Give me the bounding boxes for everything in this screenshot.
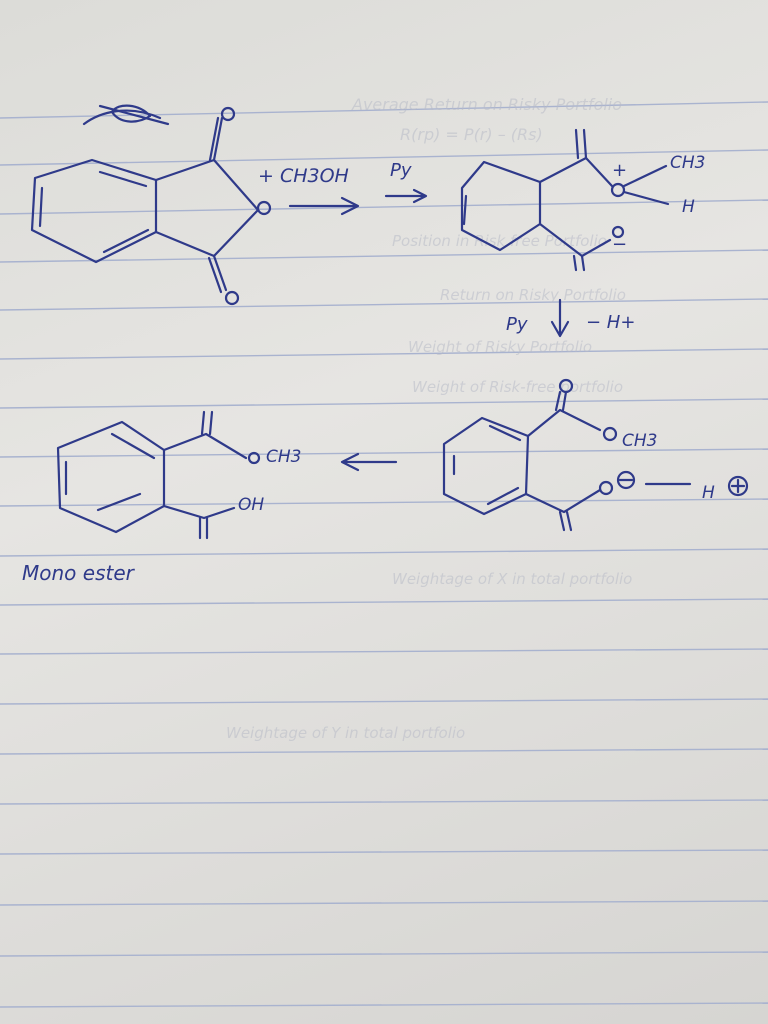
methyl-bottom: CH3 [266,447,302,467]
phthalic-anhydride [32,108,270,304]
oxonium-plus: + [612,160,628,181]
reaction-arrow-3 [552,300,568,336]
bleed-through-text [226,95,632,742]
methyl-mid: CH3 [622,431,658,451]
bleed-line-4: Return on Risky Portfolio [440,286,626,304]
hydrogen-mid: H [702,483,715,503]
bleed-line-2: R(rp) = P(r) – (Rs) [400,125,543,144]
pyridine-label-top: Py [390,160,412,181]
bleed-line-5: Weight of Risky Portfolio [408,338,593,356]
bleed-line-6: Weight of Risk-free portfolio [412,378,624,396]
ruled-lines [0,102,768,1007]
bleed-line-3: Position in Risk free Portfolio [392,232,607,250]
oxide-minus: − [612,234,628,255]
reaction-arrow-2 [386,190,426,202]
reaction-arrow-4 [342,454,396,470]
hydroxyl-group: OH [238,495,265,515]
mono-ester-product [58,412,259,538]
methanol-reagent: + CH3OH [258,165,349,187]
reaction-arrow-1 [290,198,358,214]
bleed-line-8: Weightage of Y in total portfolio [226,724,466,742]
methyl-top: CH3 [670,153,706,173]
bleed-line-1: Average Return on Risky Portfolio [352,95,623,114]
deprotonation-label: − H+ [586,312,636,333]
pyridine-label-mid: Py [506,314,528,335]
product-label: Mono ester [22,561,134,585]
hydrogen-top: H [682,197,695,217]
bleed-line-7: Weightage of X in total portfolio [392,570,633,588]
